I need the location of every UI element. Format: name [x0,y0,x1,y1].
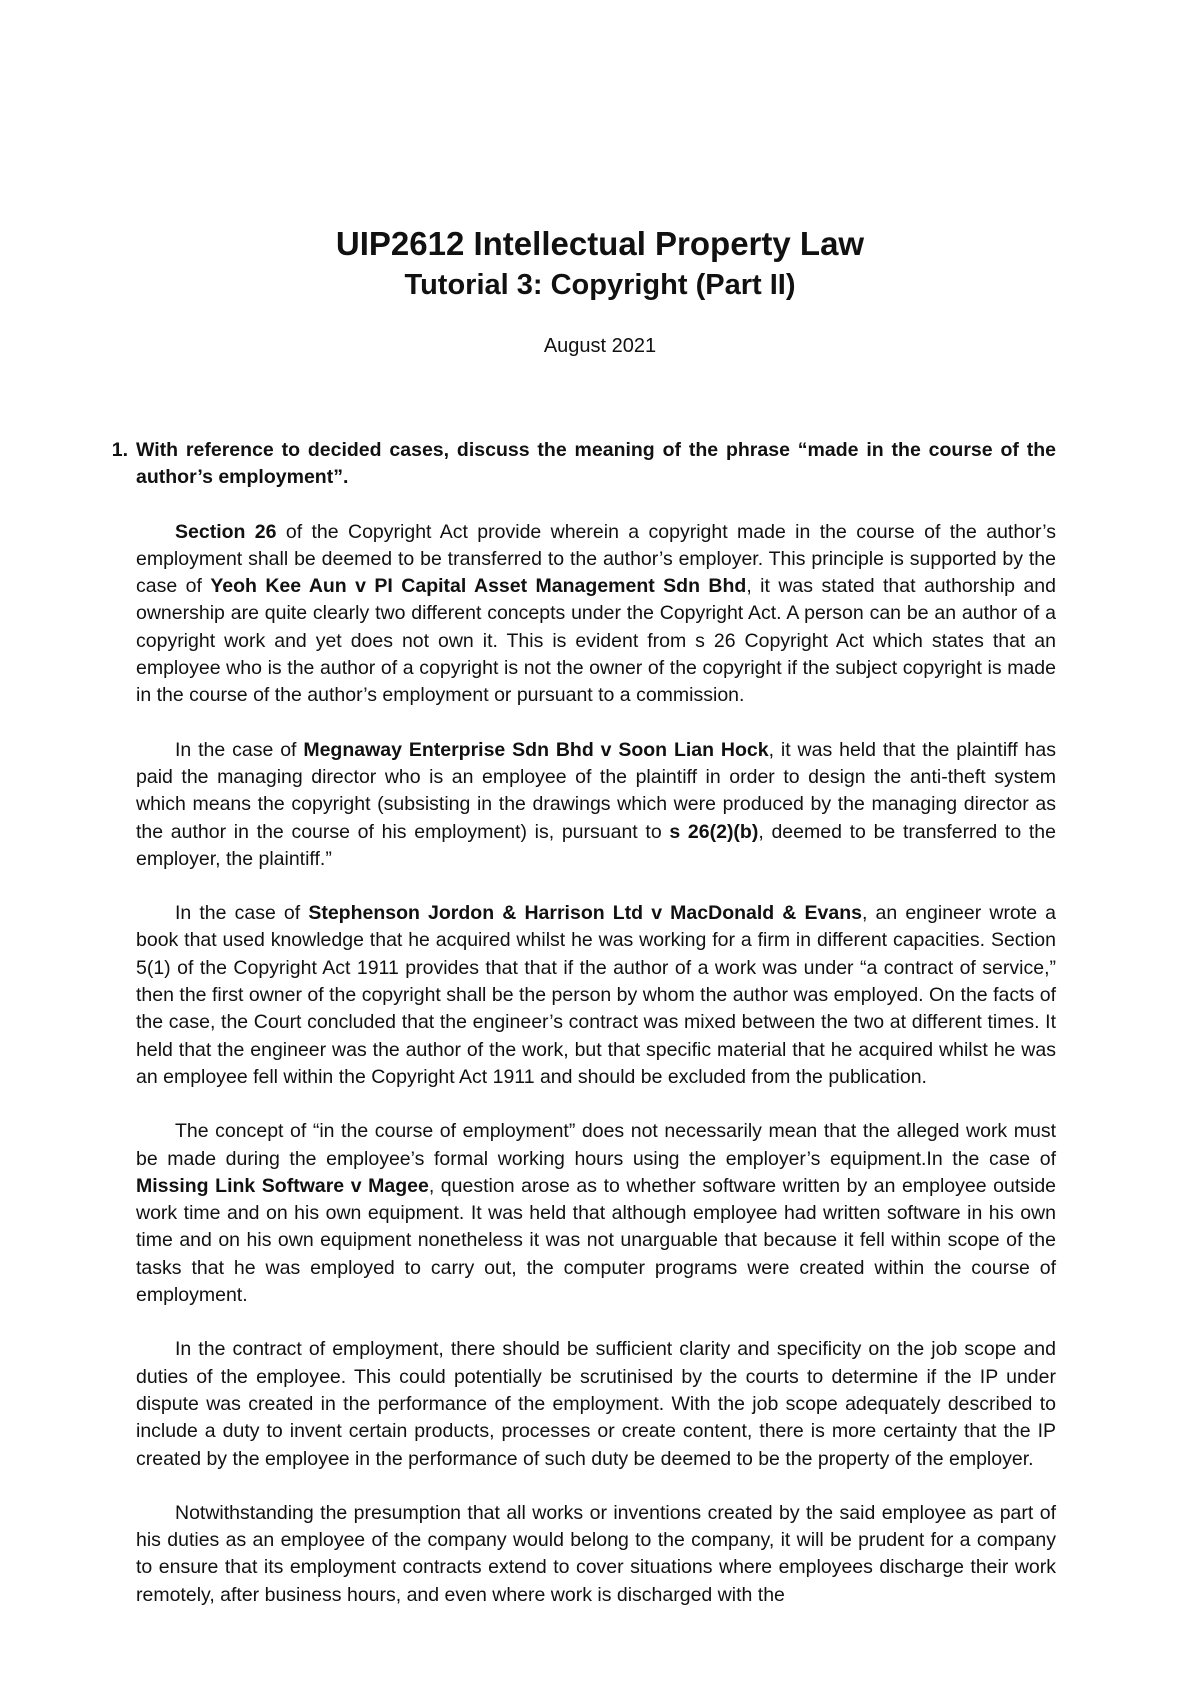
paragraph-text: The concept of “in the course of employment” does not necessarily mean that the alleged work must be made during the employee’s formal working hours using the employer’s equipment.In the case of [136,1120,1056,1170]
question-number: 1. [111,439,128,461]
case-reference: s 26(2)(b) [669,820,759,843]
answer-paragraph [136,1118,1056,1309]
paragraph-text: , deemed to be transferred to the employer, the plaintiff.” [136,820,1056,870]
case-reference: Section 26 [175,520,277,543]
document-title: UIP2612 Intellectual Property Law [335,225,865,262]
case-reference: Stephenson Jordon & Harrison Ltd v MacDonald & Evans [308,902,862,925]
case-reference: Missing Link Software v Magee [136,1174,429,1197]
answer-paragraph [136,1500,1056,1609]
case-reference: Yeoh Kee Aun v PI Capital Asset Management Sdn Bhd [210,575,747,598]
answer-paragraphs [136,519,1056,1609]
paragraph-text: In the case of [175,902,309,925]
paragraph-text: In the case of [175,738,304,761]
paragraph-text: , an engineer wrote a book that used knowledge that he acquired whilst he was working for a firm in different capacities. Section 5(1) of the Copyright Act 1911 provides that that if the author of a work was under “a contract of service,” then the first owner of the copyright shall be the person by whom the author was employed. On the facts of the case, the Court concluded that the engineer’s contract was mixed between the two at different times. It held that the engineer was the author of the work, but that specific material that he acquired whilst he was an employee fell within the Copyright Act 1911 and should be excluded from the publication. [136,902,1057,1088]
answer-paragraph [136,1336,1056,1472]
answer-paragraph [136,737,1056,873]
document-date: August 2021 [543,335,657,357]
paragraph-text: In the contract of employment, there should be sufficient clarity and specificity on the job scope and duties of the employee. This could potentially be scrutinised by the courts to determine if the IP under dispute was created in the performance of the employment. With the job scope adequately described to include a duty to invent certain products, processes or create content, there is more certainty that the IP created by the employee in the performance of such duty be deemed to be the property of the employer. [136,1338,1056,1470]
document-subtitle: Tutorial 3: Copyright (Part II) [404,269,796,301]
paragraph-text: of the Copyright Act provide wherein a copyright made in the course of the author’s employment shall be deemed to be transferred to the author’s employer. This principle is supported by the case of [136,520,1056,598]
paragraph-text: , it was held that the plaintiff has paid the managing director who is an employee of the plaintiff in order to design the anti-theft system which means the copyright (subsisting in the drawings which were produced by the managing director as the author in the course of his employment) is, pursuant to [136,738,1056,843]
question-text: With reference to decided cases, discuss the meaning of the phrase “made in the course of the author’s employment”. [136,439,1056,489]
paragraph-text: Notwithstanding the presumption that all works or inventions created by the said employee as part of his duties as an employee of the company would belong to the company, it will be prudent for a company to ensure that its employment contracts extend to cover situations where employees discharge their work remotely, after business hours, and even where work is discharged with the [136,1501,1056,1606]
answer-paragraph [136,519,1056,710]
question-item [111,437,1056,492]
paragraph-text: , it was stated that authorship and ownership are quite clearly two different concepts under the Copyright Act. A person can be an author of a copyright work and yet does not own it. This is evident from s 26 Copyright Act which states that an employee who is the author of a copyright is not the owner of the copyright if the subject copyright is made in the course of the author’s employment or pursuant to a commission. [136,575,1056,707]
paragraph-text: , question arose as to whether software written by an employee outside work time and on his own equipment. It was held that although employee had written software in his own time and on his own equipment nonetheless it was not unarguable that because it fell within scope of the tasks that he was employed to carry out, the computer programs were created within the course of employment. [136,1174,1057,1307]
document-body [111,437,1057,1636]
answer-paragraph [136,900,1056,1091]
case-reference: Megnaway Enterprise Sdn Bhd v Soon Lian Hock [303,738,769,761]
document-header [0,223,1200,359]
